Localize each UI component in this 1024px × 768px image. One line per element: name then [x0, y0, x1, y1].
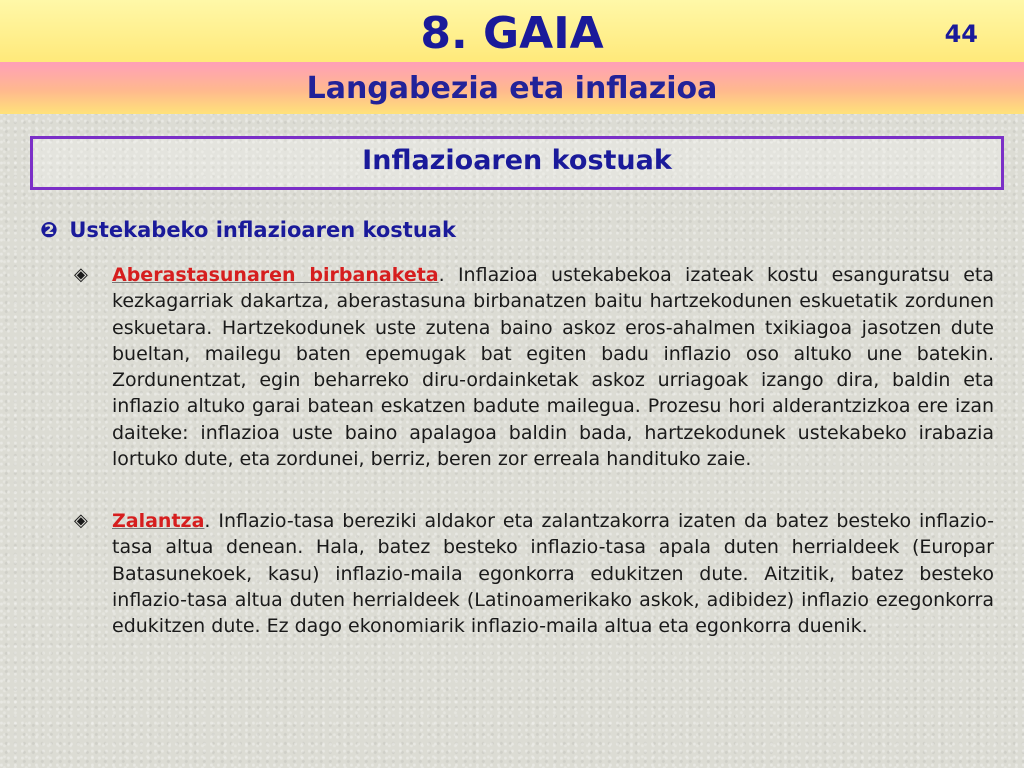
- keyword-link: Zalantza: [112, 510, 205, 532]
- list-item: [112, 508, 994, 639]
- section-title: Inflazioaren kostuak: [362, 145, 672, 176]
- slide-title: 8. GAIA: [420, 8, 604, 59]
- list-item-text: . Inflazioa ustekabekoa izateak kostu esanguratsu eta kezkagarriak dakartza, aberastasuna birbanatzen baitu hartzekodunen eskuetatik zordunen eskuetara. Hartzekodunek uste zutena baino askoz eros-ahalmen txikiagoa jasotzen dute bueltan, mailegu baten epemugak bat egiten badu inflazio oso altuko une batekin. Zordunentzat, egin beharreko diru-ordainketak askoz urriagoak izango dira, baldin eta inflazio altuko garai batean eskatzen badute mailegua. Prozesu hori alderantzizkoa ere izan daiteke: inflazioa uste baino apalagoa baldin bada, hartzekodunek ustekabeko irabazia lortuko dute, eta zordunei, berriz, beren zor erreala handituko zaie.: [112, 264, 994, 471]
- section-heading: [40, 216, 456, 244]
- slide-number: 44: [944, 20, 978, 48]
- keyword-link: Aberastasunaren birbanaketa: [112, 264, 439, 286]
- heading-text: Ustekabeko inflazioaren kostuak: [69, 218, 456, 242]
- diamond-bullet-icon: ◈: [74, 510, 88, 531]
- list-item: [112, 262, 994, 472]
- numbered-bullet-icon: ❷: [40, 218, 58, 242]
- diamond-bullet-icon: ◈: [74, 264, 88, 285]
- list-item-text: . Inflazio-tasa bereziki aldakor eta zalantzakorra izaten da batez besteko inflazio-tasa altua denean. Hala, batez besteko inflazio-tasa apala duten herrialdeek (Europar Batasunekoek, kasu) inflazio-maila egonkorra edukitzen dute. Aitzitik, batez besteko inflazio-tasa altua duten herrialdeek (Latinoamerikako askok, adibidez) inflazio ezegonkorra edukitzen dute. Ez dago ekonomiarik inflazio-maila altua eta egonkorra duenik.: [112, 510, 994, 638]
- slide-subtitle: Langabezia eta inflazioa: [306, 71, 718, 106]
